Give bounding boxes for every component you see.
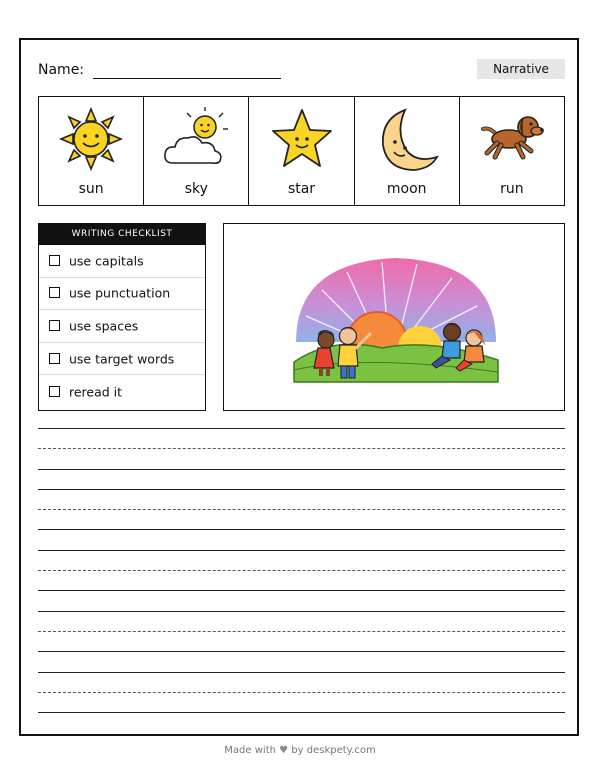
word-card-run [460, 97, 564, 205]
dog-running-icon [479, 107, 545, 167]
writing-line[interactable] [38, 712, 565, 713]
writing-line[interactable] [38, 570, 565, 571]
word-card-moon [355, 97, 460, 205]
writing-line[interactable] [38, 469, 565, 470]
writing-line[interactable] [38, 550, 565, 551]
word-label-run: run [500, 181, 524, 197]
checkbox[interactable] [49, 320, 60, 331]
checkbox[interactable] [49, 386, 60, 397]
checklist-item-target-words[interactable] [39, 343, 205, 376]
writing-line[interactable] [38, 611, 565, 612]
writing-line[interactable] [38, 509, 565, 510]
writing-line[interactable] [38, 590, 565, 591]
writing-line[interactable] [38, 448, 565, 449]
checklist-item-label: reread it [69, 384, 123, 400]
name-label: Name: [38, 62, 85, 78]
heart-icon: ♥ [279, 745, 289, 756]
genre-tag: Narrative [477, 59, 565, 79]
moon-icon [375, 107, 439, 173]
checklist-item-label: use target words [69, 351, 175, 367]
writing-checklist [38, 223, 206, 411]
checklist-item-spaces[interactable] [39, 310, 205, 343]
worksheet-page [19, 38, 579, 736]
footer-credit [0, 745, 600, 756]
checklist-item-punctuation[interactable] [39, 278, 205, 311]
checkbox[interactable] [49, 287, 60, 298]
writing-lines[interactable] [38, 428, 565, 713]
footer-suffix: by deskpety.com [291, 745, 376, 756]
writing-line[interactable] [38, 428, 565, 429]
writing-line[interactable] [38, 631, 565, 632]
writing-line[interactable] [38, 672, 565, 673]
name-input-line[interactable] [93, 78, 281, 79]
writing-line[interactable] [38, 692, 565, 693]
checklist-title: WRITING CHECKLIST [39, 224, 205, 245]
writing-line[interactable] [38, 651, 565, 652]
sun-icon [59, 107, 123, 171]
checklist-item-label: use spaces [69, 318, 139, 334]
word-card-sun [39, 97, 144, 205]
star-icon [270, 107, 334, 171]
writing-line[interactable] [38, 529, 565, 530]
word-label-sun: sun [78, 181, 104, 197]
kids-watching-sunset-illustration [292, 250, 500, 384]
checkbox[interactable] [49, 255, 60, 266]
word-label-moon: moon [386, 181, 427, 197]
word-card-star [249, 97, 354, 205]
word-bank [38, 96, 565, 206]
checklist-item-capitals[interactable] [39, 245, 205, 278]
checkbox[interactable] [49, 353, 60, 364]
writing-line[interactable] [38, 489, 565, 490]
word-label-star: star [287, 181, 316, 197]
checklist-item-label: use capitals [69, 253, 144, 269]
word-card-sky [144, 97, 249, 205]
word-label-sky: sky [184, 181, 208, 197]
cloud-sun-icon [163, 107, 229, 169]
checklist-item-reread[interactable] [39, 375, 205, 408]
picture-prompt-box [223, 223, 565, 411]
footer-prefix: Made with [224, 745, 276, 756]
checklist-item-label: use punctuation [69, 285, 171, 301]
